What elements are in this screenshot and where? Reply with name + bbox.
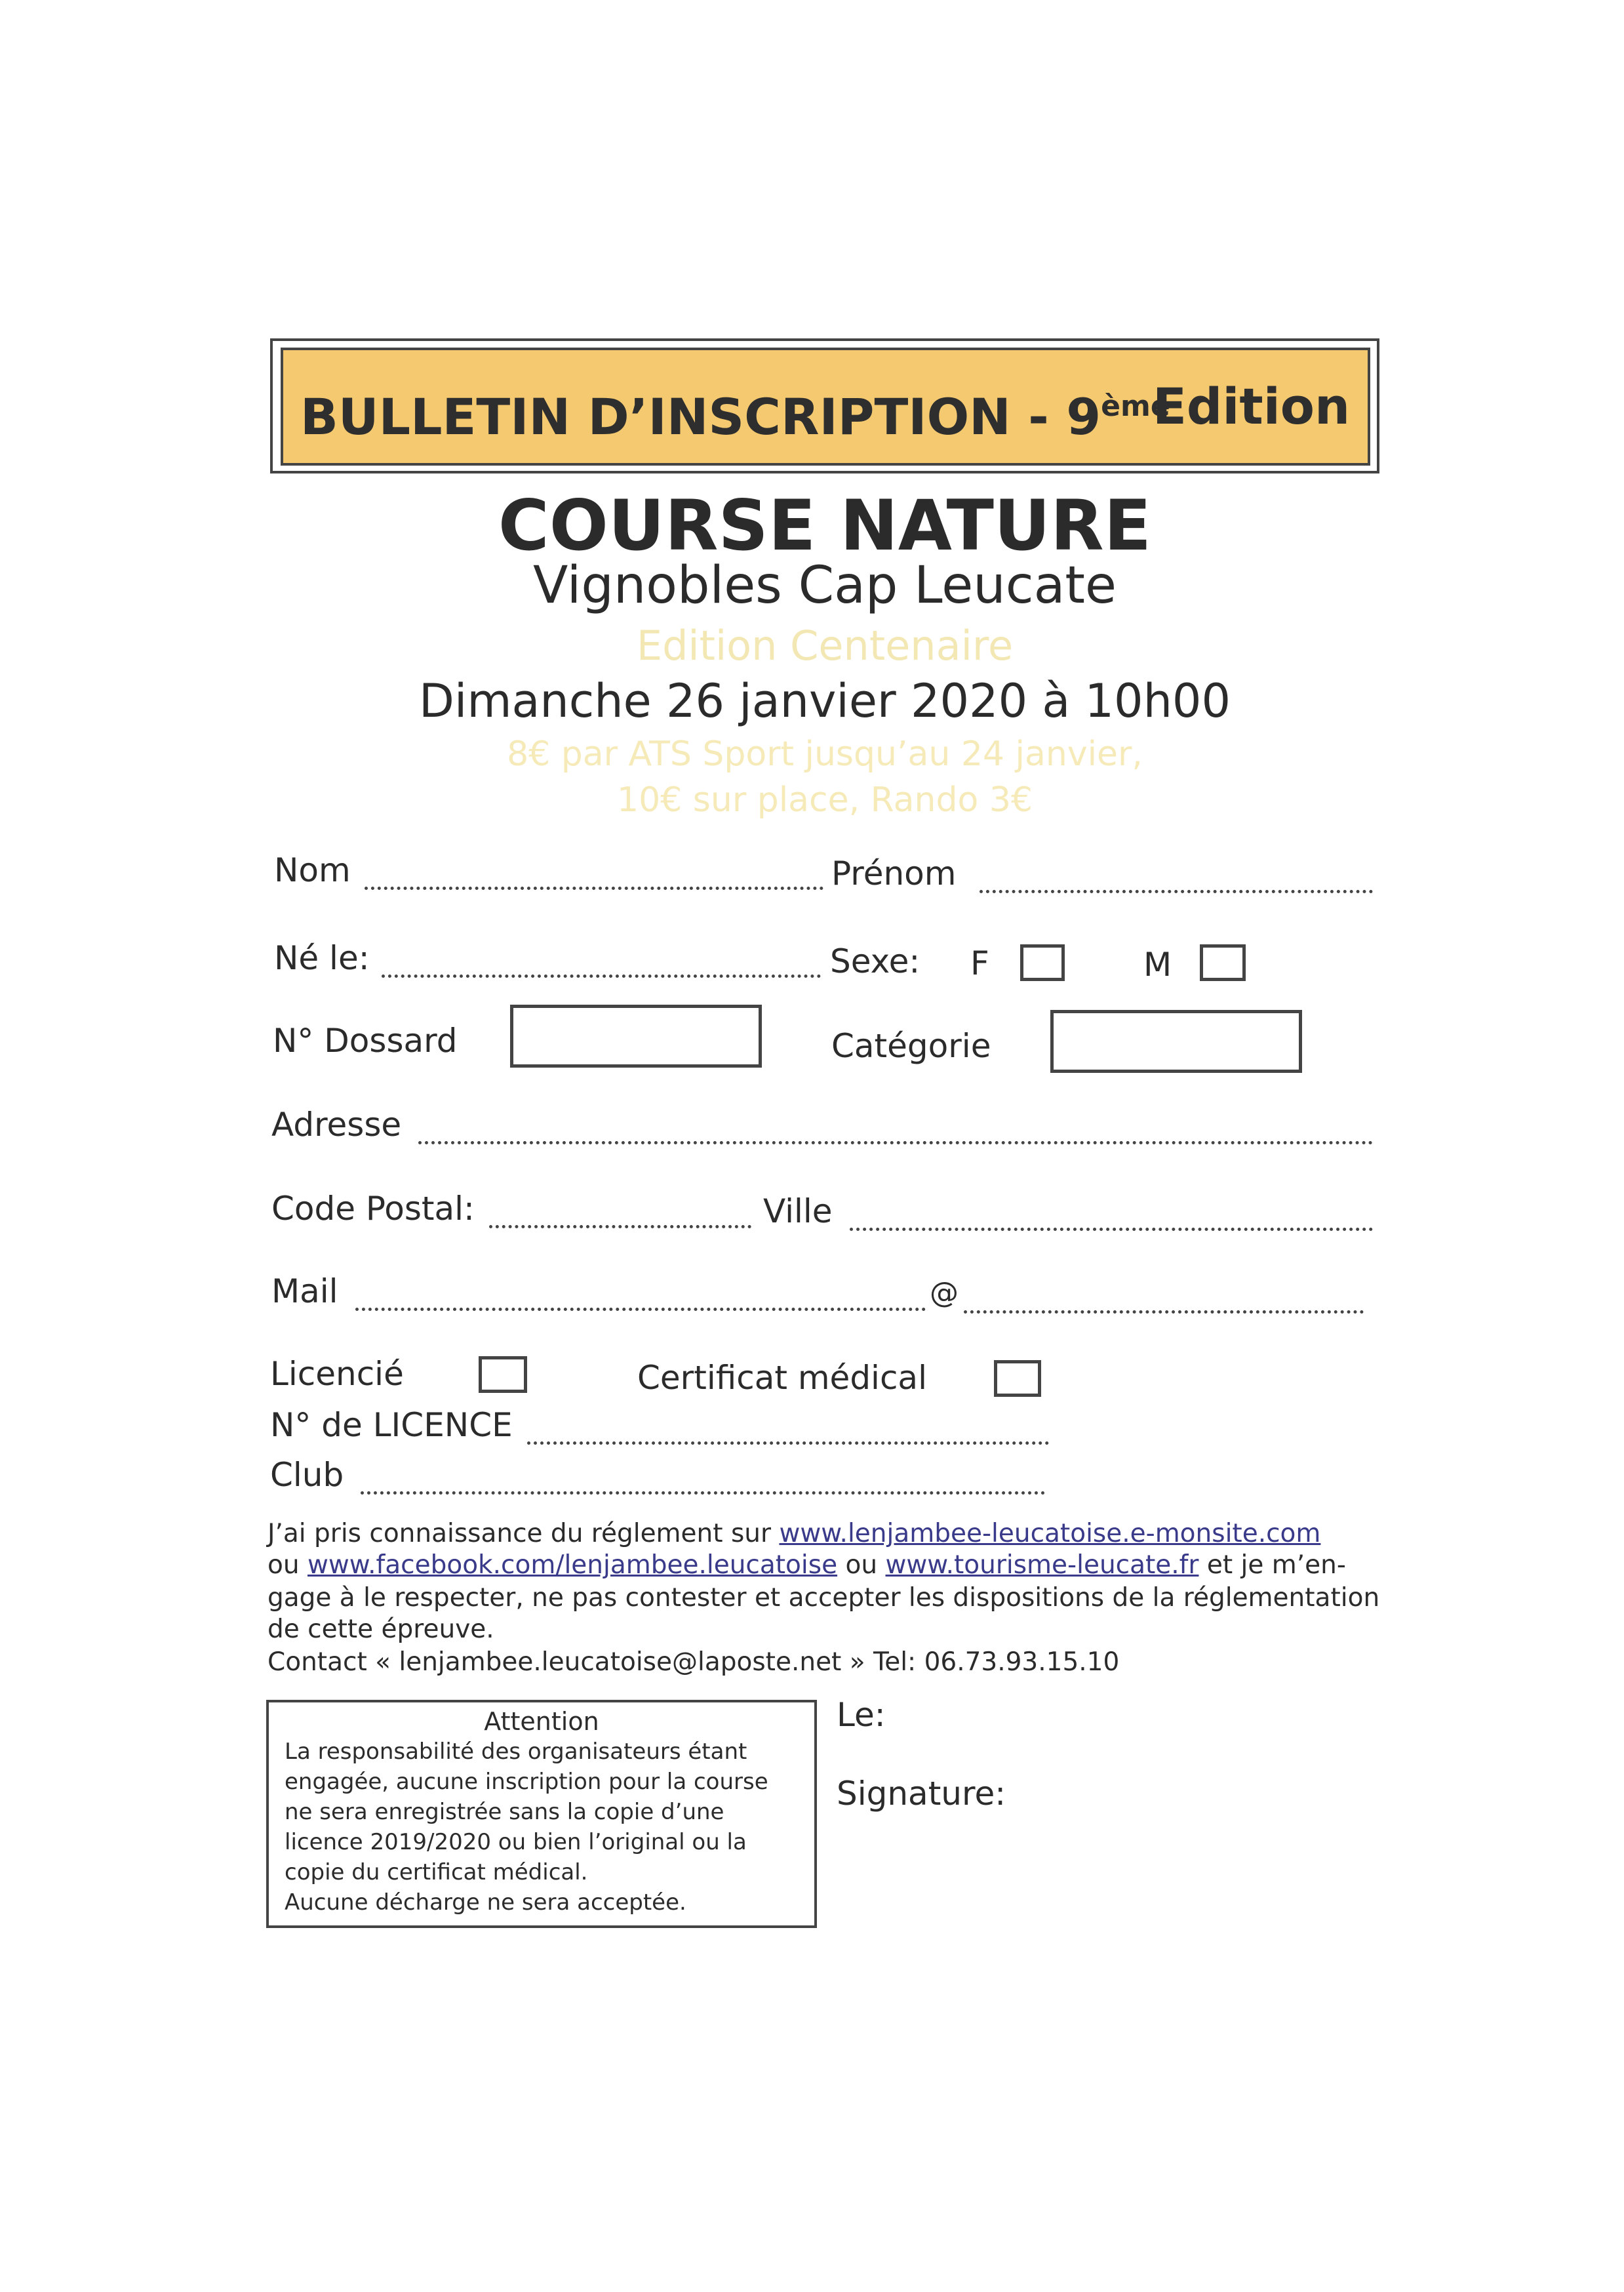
dossard-label: N° Dossard — [273, 1022, 458, 1060]
licencie-label: Licencié — [270, 1355, 404, 1393]
rules-line-2 — [267, 1549, 1346, 1582]
rules-website-link[interactable]: www.lenjambee-leucatoise.e-monsite.com — [779, 1519, 1321, 1548]
sexe-f-checkbox[interactable] — [1020, 944, 1065, 981]
categorie-box[interactable] — [1050, 1010, 1302, 1073]
ville-field[interactable] — [850, 1228, 1373, 1231]
nom-field[interactable] — [365, 887, 823, 890]
sexe-m-label: M — [1143, 946, 1172, 984]
attention-line-5: copie du certificat médical. — [285, 1859, 588, 1885]
code-postal-label: Code Postal: — [271, 1190, 475, 1228]
date-label: Le: — [837, 1696, 886, 1734]
certificat-checkbox[interactable] — [994, 1360, 1041, 1397]
price-line-1: 8€ par ATS Sport jusqu’au 24 janvier, — [507, 734, 1143, 774]
signature-label: Signature: — [837, 1775, 1006, 1813]
sexe-label: Sexe: — [830, 942, 921, 980]
ne-le-label: Né le: — [274, 939, 370, 977]
contact-line: Contact « lenjambee.leucatoise@laposte.net » Tel: 06.73.93.15.10 — [267, 1647, 1120, 1677]
prenom-field[interactable] — [980, 890, 1373, 893]
sexe-f-label: F — [970, 944, 989, 982]
rules-line-4: de cette épreuve. — [267, 1615, 494, 1644]
mail-domain-field[interactable] — [964, 1310, 1364, 1314]
certificat-label: Certificat médical — [637, 1359, 927, 1397]
prenom-label: Prénom — [831, 854, 957, 893]
code-postal-field[interactable] — [489, 1225, 751, 1228]
club-label: Club — [270, 1456, 344, 1494]
event-date: Dimanche 26 janvier 2020 à 10h00 — [418, 674, 1231, 728]
ne-le-field[interactable] — [382, 975, 821, 978]
attention-line-3: ne sera enregistrée sans la copie d’une — [285, 1799, 724, 1825]
attention-line-6: Aucune décharge ne sera acceptée. — [285, 1889, 686, 1916]
banner-edition: Edition — [1153, 377, 1351, 435]
nom-label: Nom — [274, 851, 351, 889]
sexe-m-checkbox[interactable] — [1200, 944, 1246, 981]
club-field[interactable] — [361, 1491, 1045, 1495]
attention-title: Attention — [484, 1707, 599, 1736]
rules-line-3: gage à le respecter, ne pas contester et accepter les dispositions de la réglementation — [267, 1583, 1380, 1613]
facebook-link[interactable]: www.facebook.com/lenjambee.leucatoise — [307, 1550, 838, 1580]
event-title: COURSE NATURE — [498, 485, 1152, 566]
banner-title — [281, 348, 1370, 466]
adresse-field[interactable] — [418, 1141, 1373, 1144]
rules-line-2-ou2: ou — [845, 1550, 878, 1580]
banner-title-sup: ème — [1101, 390, 1170, 423]
rules-line-2-ou: ou — [267, 1550, 300, 1580]
ville-label: Ville — [763, 1192, 833, 1230]
attention-line-4: licence 2019/2020 ou bien l’original ou la — [285, 1829, 747, 1855]
at-sign: @ — [930, 1276, 959, 1310]
mail-user-field[interactable] — [355, 1308, 926, 1311]
dossard-box[interactable] — [510, 1005, 762, 1068]
rules-line-1 — [267, 1518, 1320, 1550]
event-edition: Edition Centenaire — [636, 622, 1014, 670]
rules-line-1-text: J’ai pris connaissance du réglement sur — [267, 1519, 772, 1548]
banner-title-text: BULLETIN D’INSCRIPTION - 9 — [300, 388, 1101, 446]
num-licence-label: N° de LICENCE — [270, 1406, 513, 1444]
attention-line-2: engagée, aucune inscription pour la course — [285, 1769, 768, 1795]
event-subtitle: Vignobles Cap Leucate — [533, 556, 1117, 615]
mail-label: Mail — [271, 1272, 338, 1310]
attention-line-1: La responsabilité des organisateurs étant — [285, 1739, 747, 1765]
price-line-2: 10€ sur place, Rando 3€ — [616, 780, 1033, 820]
adresse-label: Adresse — [271, 1106, 402, 1144]
num-licence-field[interactable] — [527, 1441, 1049, 1445]
licencie-checkbox[interactable] — [479, 1356, 527, 1393]
categorie-label: Catégorie — [831, 1027, 991, 1065]
tourisme-link[interactable]: www.tourisme-leucate.fr — [885, 1550, 1199, 1580]
rules-line-2-text: et je m’en- — [1206, 1550, 1346, 1580]
